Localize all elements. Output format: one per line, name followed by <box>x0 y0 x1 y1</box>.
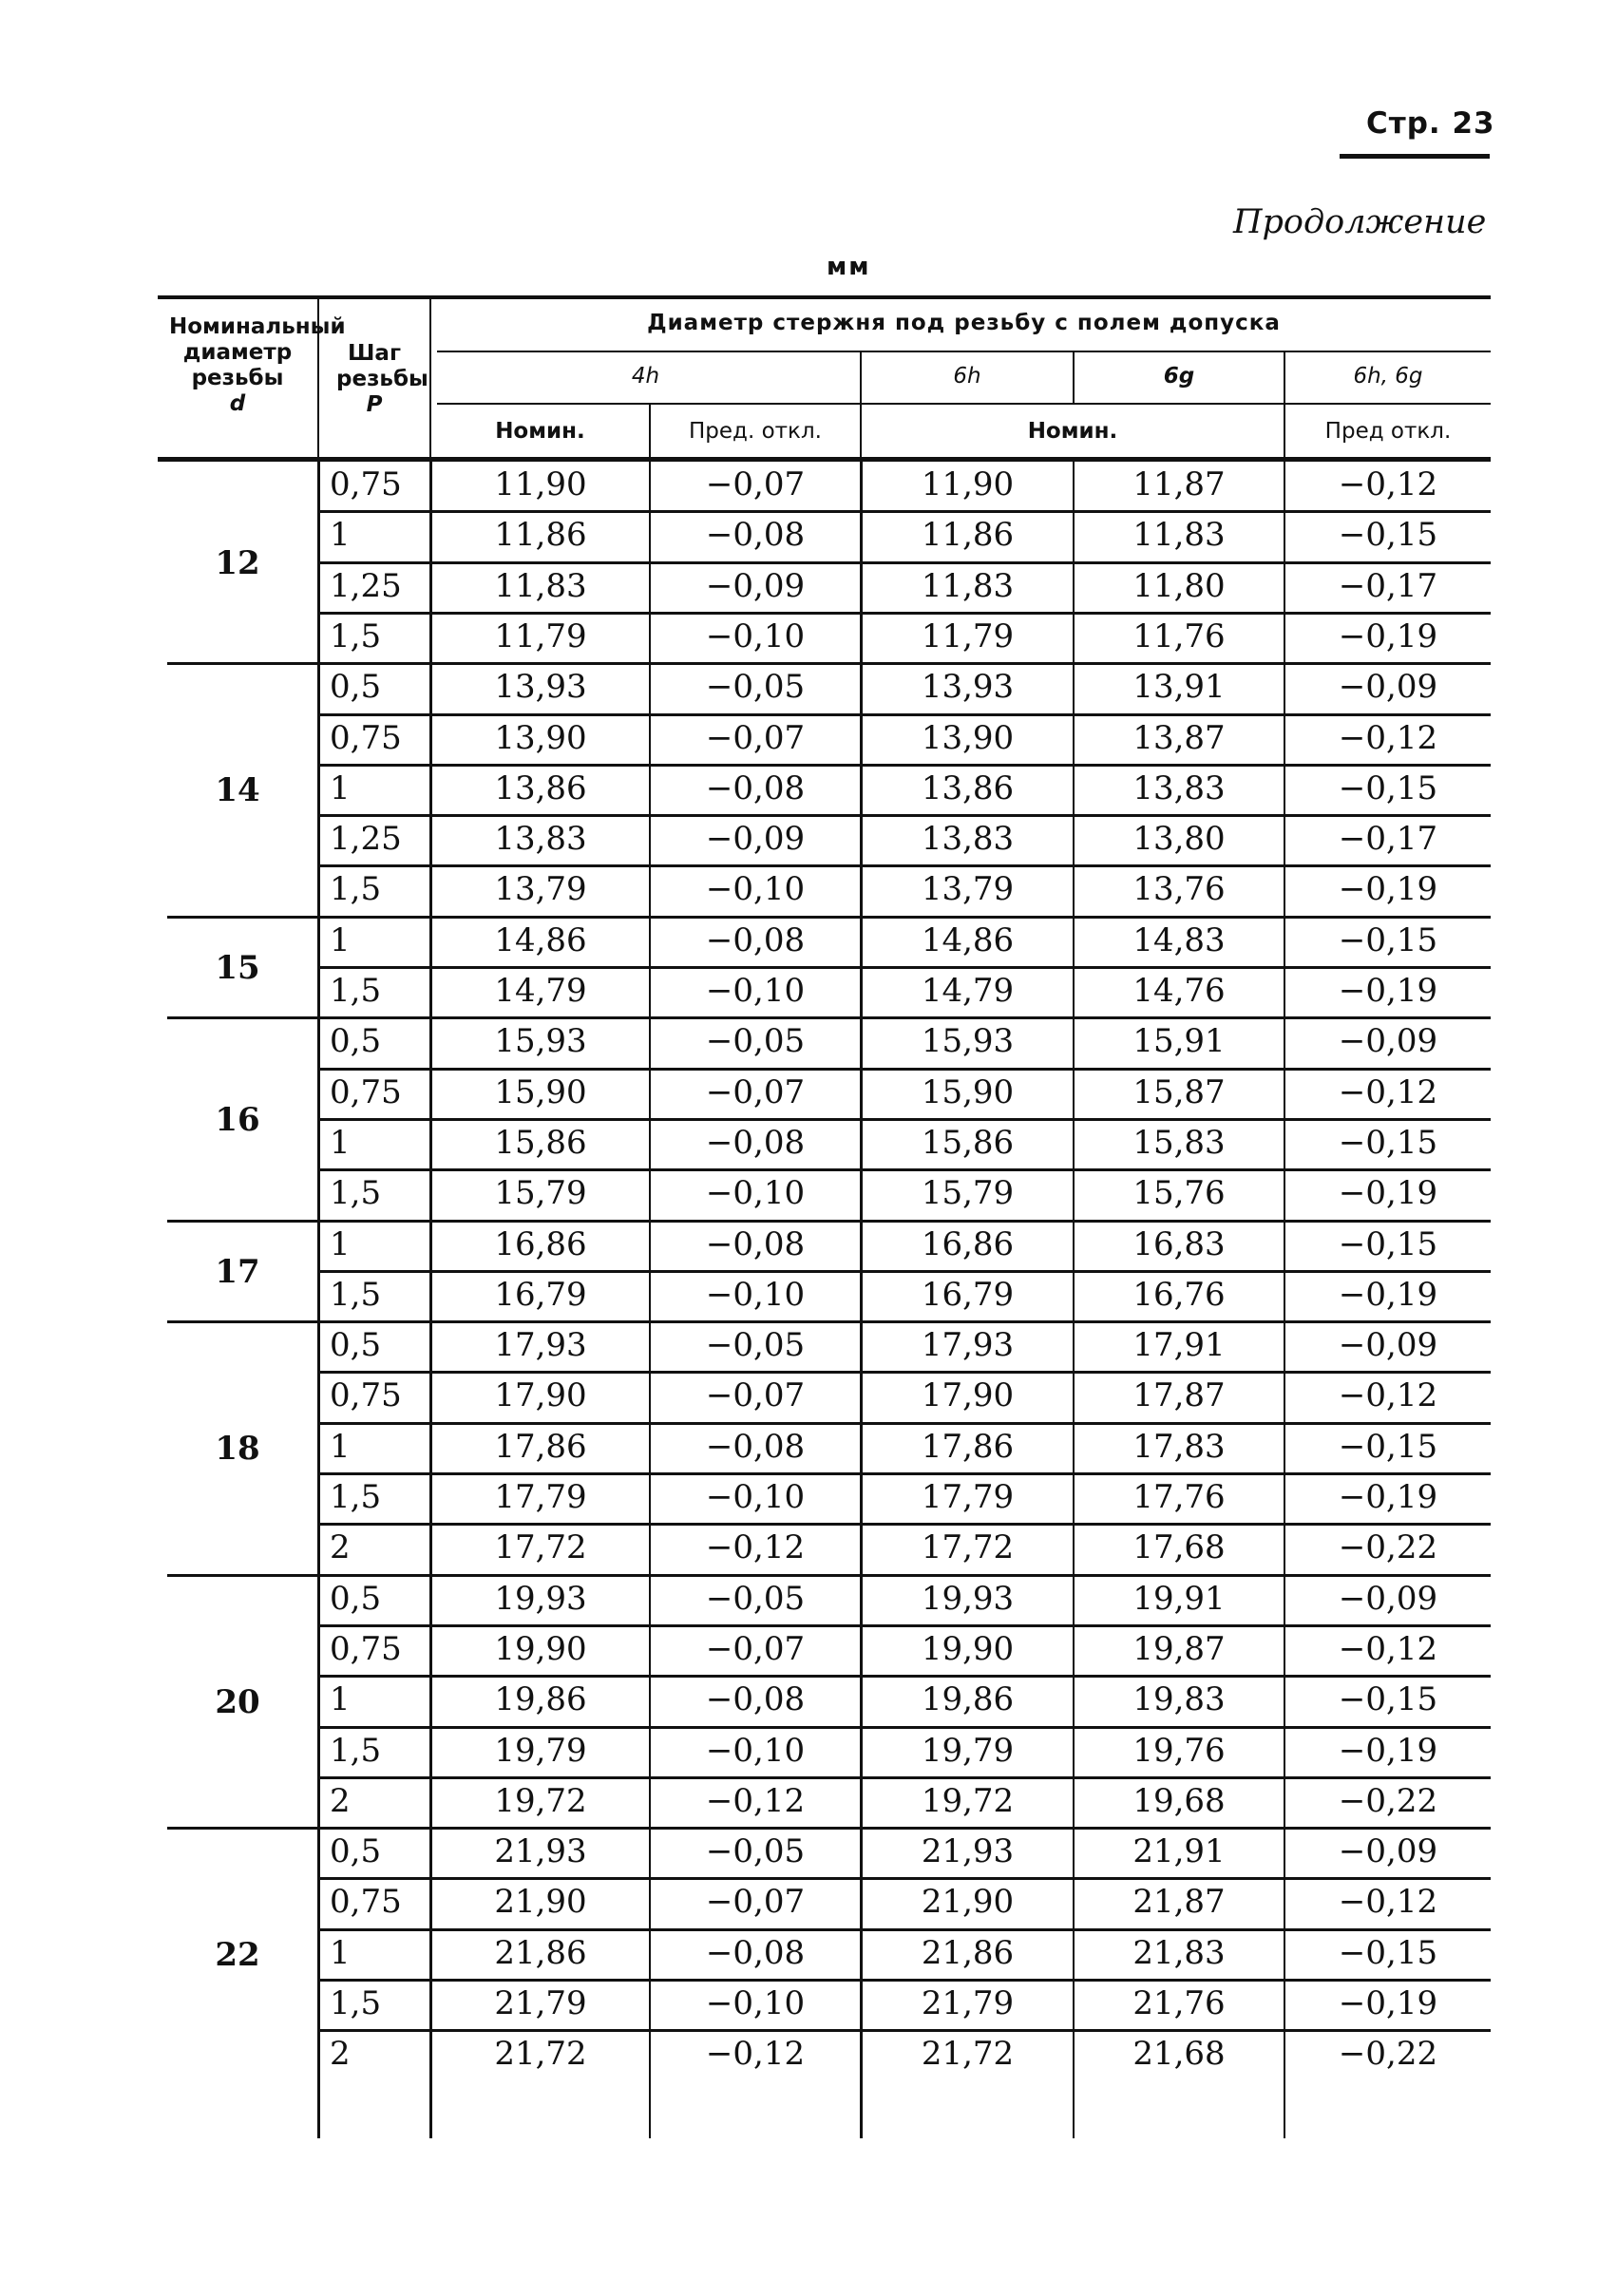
nomin-6h-cell: 14,79 <box>921 972 1015 1010</box>
nomin-6g-cell: 13,87 <box>1132 718 1226 757</box>
pitch-cell: 1 <box>330 1224 351 1263</box>
nomin-6g-cell: 21,83 <box>1132 1933 1226 1972</box>
nomin-6g-cell: 14,83 <box>1132 920 1226 959</box>
pitch-cell: 1 <box>330 516 351 555</box>
table-body <box>158 462 1491 2138</box>
nomin-6h-cell: 16,86 <box>921 1224 1015 1263</box>
nominal-diameter-cell: 18 <box>215 1430 260 1469</box>
pitch-cell: 1 <box>330 1680 351 1719</box>
nomin-4h-cell: 21,79 <box>494 1984 587 2022</box>
table-row <box>158 1070 1491 1120</box>
nomin-6h-cell: 13,83 <box>921 820 1015 859</box>
pitch-cell: 0,5 <box>330 668 382 707</box>
dev-4h-cell: −0,08 <box>705 768 806 807</box>
table-row <box>158 1778 1491 1829</box>
dev-4h-cell: −0,12 <box>705 1781 806 1820</box>
table-row <box>158 2031 1491 2081</box>
dev-4h-cell: −0,10 <box>705 1731 806 1770</box>
dev-4h-cell: −0,10 <box>705 972 806 1010</box>
nominal-diameter-cell: 12 <box>215 543 260 582</box>
nomin-6g-cell: 17,68 <box>1132 1528 1226 1567</box>
pitch-cell: 1,5 <box>330 870 382 909</box>
nomin-6g-cell: 16,83 <box>1132 1224 1226 1263</box>
nomin-6h-cell: 21,93 <box>921 1832 1015 1871</box>
nomin-4h-cell: 14,79 <box>494 972 587 1010</box>
dev-4h-cell: −0,07 <box>705 1629 806 1668</box>
nomin-4h-cell: 13,86 <box>494 768 587 807</box>
nomin-6g-cell: 17,83 <box>1132 1427 1226 1466</box>
nomin-6g-cell: 21,76 <box>1132 1984 1226 2022</box>
nomin-6h-cell: 16,79 <box>921 1275 1015 1314</box>
dev-4h-cell: −0,08 <box>705 1427 806 1466</box>
nomin-4h-cell: 19,86 <box>494 1680 587 1719</box>
table-row <box>158 715 1491 766</box>
page-number: Стр. 23 <box>1366 106 1495 141</box>
nomin-6h-cell: 21,86 <box>921 1933 1015 1972</box>
pitch-cell: 1 <box>330 1933 351 1972</box>
dev-6h-6g-cell: −0,22 <box>1338 1528 1438 1567</box>
nominal-diameter-cell: 17 <box>215 1252 260 1291</box>
dev-4h-cell: −0,10 <box>705 617 806 655</box>
nomin-4h-cell: 15,79 <box>494 1174 587 1213</box>
nomin-6h-cell: 21,90 <box>921 1883 1015 1922</box>
pitch-cell: 2 <box>330 2035 351 2074</box>
nomin-6h-cell: 19,86 <box>921 1680 1015 1719</box>
nominal-diameter-cell: 15 <box>215 949 260 987</box>
pitch-cell: 1,5 <box>330 1984 382 2022</box>
nominal-diameter-cell: 14 <box>215 771 260 810</box>
nomin-4h-cell: 15,90 <box>494 1072 587 1111</box>
nomin-6g-cell: 13,80 <box>1132 820 1226 859</box>
table-row <box>158 1424 1491 1474</box>
table-row <box>158 614 1491 664</box>
nomin-4h-cell: 15,93 <box>494 1022 587 1061</box>
nomin-6g-cell: 19,76 <box>1132 1731 1226 1770</box>
dev-6h-6g-cell: −0,09 <box>1338 1022 1438 1061</box>
dev-4h-cell: −0,09 <box>705 820 806 859</box>
header-rule-tolerances <box>437 351 1491 352</box>
nomin-6g-cell: 15,91 <box>1132 1022 1226 1061</box>
header-tol-6g: 6g <box>1163 364 1195 389</box>
nomin-6g-cell: 11,76 <box>1132 617 1226 655</box>
pitch-cell: 0,5 <box>330 1579 382 1618</box>
nomin-4h-cell: 21,90 <box>494 1883 587 1922</box>
nomin-6g-cell: 17,87 <box>1132 1376 1226 1415</box>
thread-diameter-table <box>158 295 1491 2138</box>
dev-4h-cell: −0,10 <box>705 1174 806 1213</box>
table-row <box>158 1576 1491 1626</box>
dev-6h-6g-cell: −0,19 <box>1338 617 1438 655</box>
pitch-cell: 0,5 <box>330 1326 382 1365</box>
dev-4h-cell: −0,07 <box>705 1376 806 1415</box>
nomin-6h-cell: 17,93 <box>921 1326 1015 1365</box>
nomin-6g-cell: 13,91 <box>1132 668 1226 707</box>
nomin-4h-cell: 11,90 <box>494 465 587 503</box>
nomin-6g-cell: 21,91 <box>1132 1832 1226 1871</box>
nomin-6g-cell: 19,68 <box>1132 1781 1226 1820</box>
nomin-6h-cell: 15,86 <box>921 1123 1015 1162</box>
pitch-cell: 2 <box>330 1781 351 1820</box>
dev-6h-6g-cell: −0,22 <box>1338 2035 1438 2074</box>
table-row <box>158 1222 1491 1272</box>
dev-6h-6g-cell: −0,12 <box>1338 1376 1438 1415</box>
table-row <box>158 664 1491 714</box>
table-row <box>158 816 1491 866</box>
dev-6h-6g-cell: −0,12 <box>1338 718 1438 757</box>
dev-6h-6g-cell: −0,15 <box>1338 920 1438 959</box>
header-nominal-diameter-text: Номинальный диаметр резьбы <box>169 314 346 390</box>
dev-6h-6g-cell: −0,15 <box>1338 1123 1438 1162</box>
dev-4h-cell: −0,08 <box>705 1680 806 1719</box>
nomin-4h-cell: 17,93 <box>494 1326 587 1365</box>
table-top-rule <box>158 295 1491 299</box>
pitch-cell: 1,5 <box>330 972 382 1010</box>
continuation-label: Продолжение <box>1233 203 1487 241</box>
nomin-6h-cell: 14,86 <box>921 920 1015 959</box>
header-pitch-symbol: P <box>366 392 383 417</box>
nomin-6h-cell: 11,83 <box>921 566 1015 605</box>
nomin-6g-cell: 17,91 <box>1132 1326 1226 1365</box>
pitch-cell: 1 <box>330 920 351 959</box>
nomin-6g-cell: 13,76 <box>1132 870 1226 909</box>
nomin-4h-cell: 16,86 <box>494 1224 587 1263</box>
table-row <box>158 918 1491 968</box>
dev-6h-6g-cell: −0,12 <box>1338 1883 1438 1922</box>
pitch-cell: 1,5 <box>330 1174 382 1213</box>
dev-4h-cell: −0,05 <box>705 668 806 707</box>
header-nominal-diameter-symbol: d <box>229 391 246 416</box>
dev-4h-cell: −0,10 <box>705 870 806 909</box>
nomin-4h-cell: 17,90 <box>494 1376 587 1415</box>
nomin-6h-cell: 11,86 <box>921 516 1015 555</box>
nomin-6h-cell: 13,79 <box>921 870 1015 909</box>
pitch-cell: 0,75 <box>330 465 402 503</box>
table-row <box>158 766 1491 816</box>
nomin-4h-cell: 19,90 <box>494 1629 587 1668</box>
header-nomin: Номин. <box>495 419 585 444</box>
table-row <box>158 1728 1491 1778</box>
dev-6h-6g-cell: −0,19 <box>1338 972 1438 1010</box>
dev-4h-cell: −0,12 <box>705 1528 806 1567</box>
header-tol-6h: 6h <box>953 364 981 389</box>
nomin-6h-cell: 15,90 <box>921 1072 1015 1111</box>
dev-4h-cell: −0,05 <box>705 1832 806 1871</box>
pitch-cell: 0,75 <box>330 1883 402 1922</box>
nomin-6g-cell: 21,68 <box>1132 2035 1226 2074</box>
pitch-cell: 0,75 <box>330 718 402 757</box>
nomin-6h-cell: 17,72 <box>921 1528 1015 1567</box>
table-row <box>158 563 1491 614</box>
pitch-cell: 1,5 <box>330 1731 382 1770</box>
dev-6h-6g-cell: −0,15 <box>1338 768 1438 807</box>
pitch-cell: 1,5 <box>330 617 382 655</box>
dev-6h-6g-cell: −0,19 <box>1338 1731 1438 1770</box>
header-nomin-6h-6g: Номин. <box>1027 419 1118 444</box>
pitch-cell: 2 <box>330 1528 351 1567</box>
nomin-4h-cell: 15,86 <box>494 1123 587 1162</box>
nomin-6g-cell: 17,76 <box>1132 1478 1226 1516</box>
dev-4h-cell: −0,08 <box>705 1123 806 1162</box>
pitch-cell: 1,25 <box>330 820 402 859</box>
dev-4h-cell: −0,05 <box>705 1579 806 1618</box>
nomin-6g-cell: 19,91 <box>1132 1579 1226 1618</box>
header-pitch-text: Шаг резьбы <box>336 341 428 391</box>
nomin-6h-cell: 19,93 <box>921 1579 1015 1618</box>
nomin-4h-cell: 16,79 <box>494 1275 587 1314</box>
table-row <box>158 1879 1491 1929</box>
nomin-6g-cell: 11,83 <box>1132 516 1226 555</box>
nomin-6h-cell: 15,93 <box>921 1022 1015 1061</box>
dev-4h-cell: −0,07 <box>705 1072 806 1111</box>
nomin-6h-cell: 13,90 <box>921 718 1015 757</box>
dev-4h-cell: −0,08 <box>705 516 806 555</box>
dev-6h-6g-cell: −0,22 <box>1338 1781 1438 1820</box>
table-row <box>158 1018 1491 1069</box>
nomin-6g-cell: 14,76 <box>1132 972 1226 1010</box>
nomin-6g-cell: 11,87 <box>1132 465 1226 503</box>
dev-6h-6g-cell: −0,19 <box>1338 870 1438 909</box>
pitch-cell: 1,5 <box>330 1275 382 1314</box>
nomin-4h-cell: 14,86 <box>494 920 587 959</box>
dev-6h-6g-cell: −0,19 <box>1338 1984 1438 2022</box>
nomin-6g-cell: 15,87 <box>1132 1072 1226 1111</box>
dev-6h-6g-cell: −0,17 <box>1338 566 1438 605</box>
dev-4h-cell: −0,05 <box>705 1326 806 1365</box>
units-label: мм <box>827 253 871 281</box>
dev-6h-6g-cell: −0,15 <box>1338 1680 1438 1719</box>
table-row <box>158 1322 1491 1373</box>
header-pred-otkl: Пред. откл. <box>689 419 822 444</box>
nomin-6h-cell: 11,79 <box>921 617 1015 655</box>
pitch-cell: 0,5 <box>330 1832 382 1871</box>
table-row <box>158 1373 1491 1423</box>
dev-6h-6g-cell: −0,17 <box>1338 820 1438 859</box>
nominal-diameter-cell: 22 <box>215 1936 260 1975</box>
nomin-6g-cell: 19,87 <box>1132 1629 1226 1668</box>
nomin-4h-cell: 13,93 <box>494 668 587 707</box>
header-pitch <box>319 341 429 418</box>
nomin-4h-cell: 11,83 <box>494 566 587 605</box>
nomin-4h-cell: 17,72 <box>494 1528 587 1567</box>
table-row <box>158 866 1491 917</box>
dev-6h-6g-cell: −0,19 <box>1338 1174 1438 1213</box>
nomin-6h-cell: 21,79 <box>921 1984 1015 2022</box>
nomin-4h-cell: 11,86 <box>494 516 587 555</box>
nomin-6g-cell: 13,83 <box>1132 768 1226 807</box>
dev-6h-6g-cell: −0,12 <box>1338 1629 1438 1668</box>
nomin-6h-cell: 19,90 <box>921 1629 1015 1668</box>
table-row <box>158 512 1491 562</box>
header-nominal-diameter <box>158 314 346 417</box>
nomin-6g-cell: 16,76 <box>1132 1275 1226 1314</box>
table-row <box>158 1930 1491 1981</box>
nomin-6h-cell: 15,79 <box>921 1174 1015 1213</box>
nomin-6h-cell: 13,93 <box>921 668 1015 707</box>
page-number-rule <box>1340 154 1490 159</box>
nomin-4h-cell: 19,72 <box>494 1781 587 1820</box>
nomin-4h-cell: 17,79 <box>494 1478 587 1516</box>
table-row <box>158 1170 1491 1221</box>
dev-4h-cell: −0,10 <box>705 1275 806 1314</box>
nomin-4h-cell: 13,79 <box>494 870 587 909</box>
nomin-4h-cell: 21,86 <box>494 1933 587 1972</box>
header-span-title: Диаметр стержня под резьбу с полем допуска <box>647 311 1281 335</box>
pitch-cell: 0,5 <box>330 1022 382 1061</box>
pitch-cell: 0,75 <box>330 1629 402 1668</box>
dev-4h-cell: −0,10 <box>705 1478 806 1516</box>
nomin-4h-cell: 13,90 <box>494 718 587 757</box>
nominal-diameter-cell: 16 <box>215 1100 260 1139</box>
table-row <box>158 1981 1491 2031</box>
pitch-cell: 1 <box>330 1123 351 1162</box>
nomin-6h-cell: 11,90 <box>921 465 1015 503</box>
dev-6h-6g-cell: −0,09 <box>1338 1832 1438 1871</box>
nomin-6g-cell: 21,87 <box>1132 1883 1226 1922</box>
nomin-4h-cell: 19,93 <box>494 1579 587 1618</box>
pitch-cell: 0,75 <box>330 1376 402 1415</box>
table-row <box>158 1272 1491 1322</box>
dev-4h-cell: −0,10 <box>705 1984 806 2022</box>
table-row <box>158 1120 1491 1170</box>
dev-4h-cell: −0,07 <box>705 465 806 503</box>
dev-6h-6g-cell: −0,19 <box>1338 1478 1438 1516</box>
nomin-4h-cell: 21,93 <box>494 1832 587 1871</box>
nomin-6g-cell: 11,80 <box>1132 566 1226 605</box>
nomin-6h-cell: 17,90 <box>921 1376 1015 1415</box>
table-row <box>158 1474 1491 1525</box>
dev-6h-6g-cell: −0,15 <box>1338 1933 1438 1972</box>
header-pred-otkl-6h-6g: Пред откл. <box>1324 419 1452 444</box>
dev-4h-cell: −0,08 <box>705 920 806 959</box>
dev-4h-cell: −0,08 <box>705 1224 806 1263</box>
nomin-6h-cell: 13,86 <box>921 768 1015 807</box>
table-row <box>158 462 1491 512</box>
dev-4h-cell: −0,12 <box>705 2035 806 2074</box>
nomin-6g-cell: 15,83 <box>1132 1123 1226 1162</box>
header-tol-6h-6g: 6h, 6g <box>1353 364 1423 389</box>
nomin-6h-cell: 19,79 <box>921 1731 1015 1770</box>
nomin-4h-cell: 17,86 <box>494 1427 587 1466</box>
dev-6h-6g-cell: −0,15 <box>1338 516 1438 555</box>
nomin-4h-cell: 19,79 <box>494 1731 587 1770</box>
table-row <box>158 1525 1491 1575</box>
dev-6h-6g-cell: −0,09 <box>1338 1326 1438 1365</box>
dev-6h-6g-cell: −0,15 <box>1338 1224 1438 1263</box>
dev-6h-6g-cell: −0,12 <box>1338 465 1438 503</box>
nomin-6h-cell: 21,72 <box>921 2035 1015 2074</box>
dev-6h-6g-cell: −0,09 <box>1338 668 1438 707</box>
table-row <box>158 1677 1491 1727</box>
pitch-cell: 1 <box>330 1427 351 1466</box>
dev-4h-cell: −0,07 <box>705 1883 806 1922</box>
nomin-4h-cell: 21,72 <box>494 2035 587 2074</box>
dev-6h-6g-cell: −0,09 <box>1338 1579 1438 1618</box>
pitch-cell: 1 <box>330 768 351 807</box>
dev-4h-cell: −0,07 <box>705 718 806 757</box>
dev-4h-cell: −0,09 <box>705 566 806 605</box>
table-row <box>158 1829 1491 1879</box>
nominal-diameter-cell: 20 <box>215 1682 260 1721</box>
table-row <box>158 1626 1491 1677</box>
header-tol-4h: 4h <box>631 364 660 389</box>
dev-4h-cell: −0,08 <box>705 1933 806 1972</box>
header-rule-subcols <box>437 403 1491 405</box>
nomin-6h-cell: 17,79 <box>921 1478 1015 1516</box>
nomin-6g-cell: 15,76 <box>1132 1174 1226 1213</box>
nomin-4h-cell: 11,79 <box>494 617 587 655</box>
table-row <box>158 968 1491 1018</box>
pitch-cell: 1,5 <box>330 1478 382 1516</box>
dev-6h-6g-cell: −0,12 <box>1338 1072 1438 1111</box>
dev-6h-6g-cell: −0,19 <box>1338 1275 1438 1314</box>
nomin-4h-cell: 13,83 <box>494 820 587 859</box>
pitch-cell: 0,75 <box>330 1072 402 1111</box>
dev-6h-6g-cell: −0,15 <box>1338 1427 1438 1466</box>
pitch-cell: 1,25 <box>330 566 402 605</box>
nomin-6h-cell: 19,72 <box>921 1781 1015 1820</box>
dev-4h-cell: −0,05 <box>705 1022 806 1061</box>
nomin-6g-cell: 19,83 <box>1132 1680 1226 1719</box>
nomin-6h-cell: 17,86 <box>921 1427 1015 1466</box>
